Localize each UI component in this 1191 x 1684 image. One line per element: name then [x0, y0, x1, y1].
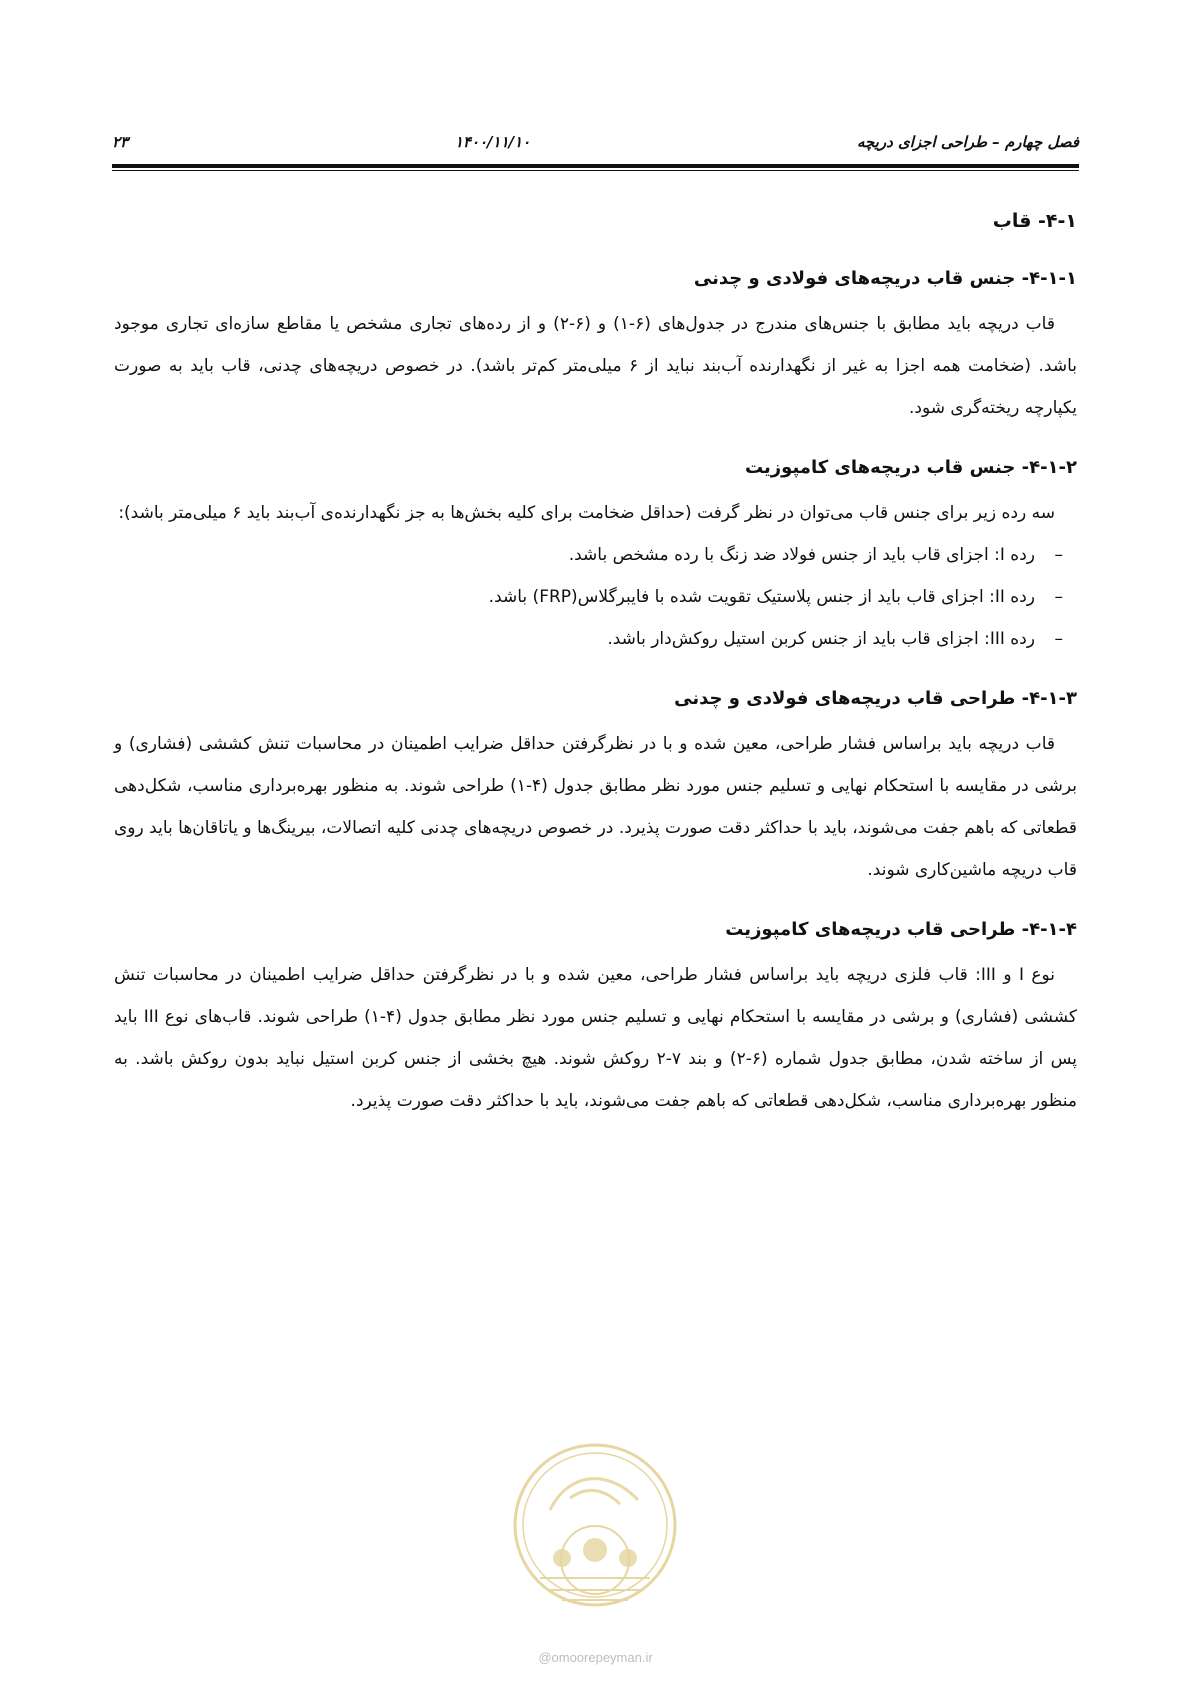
dash-bullet: – [1054, 629, 1063, 649]
chapter-title: فصل چهارم – طراحی اجزای دریچه [856, 133, 1079, 151]
watermark-url: @omoorepeyman.ir [538, 1650, 653, 1665]
subsection-heading-1: ۴-۱-۱- جنس قاب دریچه‌های فولادی و چدنی [693, 268, 1077, 289]
section-heading: ۴-۱- قاب [992, 210, 1077, 232]
dash-bullet: – [1054, 545, 1063, 565]
list-item [114, 618, 1063, 660]
list-item [114, 534, 1063, 576]
subsection-heading-2: ۴-۱-۲- جنس قاب دریچه‌های کامپوزیت [744, 457, 1077, 478]
list-item-text: رده II: اجزای قاب باید از جنس پلاستیک تقویت شده با فایبرگلاس(FRP) باشد. [488, 587, 1035, 607]
main-content [114, 210, 1077, 1122]
subsection-heading-4: ۴-۱-۴- طراحی قاب دریچه‌های کامپوزیت [725, 919, 1077, 940]
header-divider [112, 164, 1079, 168]
dash-bullet: – [1054, 587, 1063, 607]
header-divider-thin [112, 170, 1079, 171]
watermark-seal-icon [510, 1440, 680, 1610]
running-header [112, 122, 1079, 162]
subsection-heading-3: ۴-۱-۳- طراحی قاب دریچه‌های فولادی و چدنی [674, 688, 1077, 709]
subsection-paragraph-3: قاب دریچه باید براساس فشار طراحی، معین شده و با در نظرگرفتن حداقل ضرایب اطمینان در محاسبات تنش کششی (فشاری) و برشی در مقایسه با استحکام نهایی و تسلیم جنس مورد نظر مطابق جدول (۴-۱) طراحی شوند. به منظور بهره‌برداری مناسب، شکل‌دهی قطعاتی که باهم جفت می‌شوند، باید با حداکثر دقت صورت پذیرد. در خصوص دریچه‌های چدنی کلیه اتصالات، بیرینگ‌ها و یاتاقان‌ها باید روی قاب دریچه ماشین‌کاری شوند. [114, 734, 1078, 880]
list-item [114, 576, 1063, 618]
list-item-text: رده III: اجزای قاب باید از جنس کربن استیل روکش‌دار باشد. [607, 629, 1035, 649]
header-date: ۱۴۰۰/۱۱/۱۰ [454, 133, 531, 151]
page-number: ۲۳ [112, 133, 129, 151]
subsection-paragraph-2: سه رده زیر برای جنس قاب می‌توان در نظر گرفت (حداقل ضخامت برای کلیه بخش‌ها به جز نگهدارنده‌ی آب‌بند باید ۶ میلی‌متر باشد): [118, 503, 1055, 523]
grade-list [114, 534, 1077, 660]
subsection-paragraph-1: قاب دریچه باید مطابق با جنس‌های مندرج در جدول‌های (۶-۱) و (۶-۲) و از رده‌های تجاری مشخص یا مقاطع سازه‌ای تجاری موجود باشد. (ضخامت همه اجزا به غیر از نگهدارنده آب‌بند نباید از ۶ میلی‌متر کم‌تر باشد). در خصوص دریچه‌های چدنی، قاب باید به صورت یکپارچه ریخته‌گری شود. [114, 314, 1077, 418]
subsection-paragraph-4: نوع I و III: قاب فلزی دریچه باید براساس فشار طراحی، معین شده و با در نظرگرفتن حداقل ضرایب اطمینان در محاسبات تنش کششی (فشاری) و برشی در مقایسه با استحکام نهایی و تسلیم جنس مورد نظر مطابق جدول (۴-۱) طراحی شوند. قاب‌های نوع III باید پس از ساخته شدن، مطابق جدول شماره (۶-۲) و بند ۷-۲ روکش شوند. هیچ بخشی از جنس کربن استیل نباید بدون روکش باشد. به منظور بهره‌برداری مناسب، شکل‌دهی قطعاتی که باهم جفت می‌شوند، باید با حداکثر دقت صورت پذیرد. [114, 965, 1077, 1111]
list-item-text: رده I: اجزای قاب باید از جنس فولاد ضد زنگ با رده مشخص باشد. [568, 545, 1035, 565]
